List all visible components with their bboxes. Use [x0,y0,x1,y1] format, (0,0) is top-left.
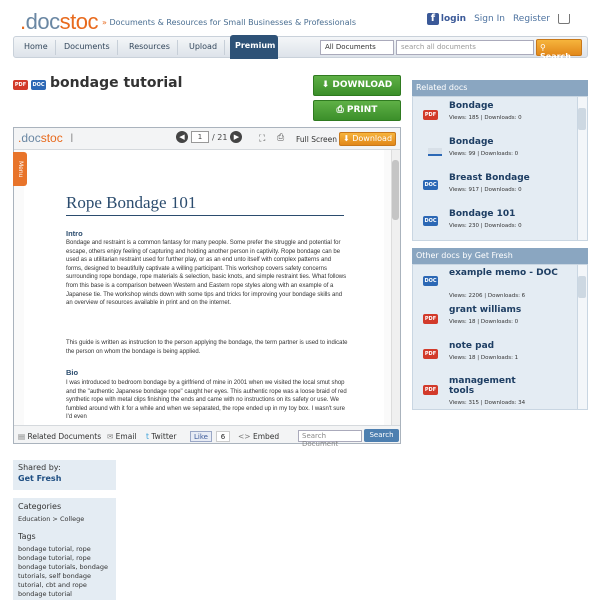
register-link[interactable]: Register [512,14,550,24]
other-doc-3-pdf-icon: PDF [424,351,437,357]
related-doc-1-pdf-icon: PDF [424,112,437,118]
category-select[interactable]: All Documents [320,40,394,55]
document-heading: Rope Bondage 101 [66,193,197,212]
other-doc-3-meta: Views: 18 | Downloads: 1 [449,355,519,361]
logo-doc: doc [25,9,60,34]
related-doc-4-title[interactable]: Bondage 101 [449,209,516,219]
search-input[interactable]: search all documents [396,40,534,55]
logo-stoc: stoc [59,9,98,34]
document-search-input[interactable]: Search Document [298,430,362,442]
twitter-icon: t [146,432,152,441]
related-docs-header: Related docs [412,80,588,96]
other-doc-2-pdf-icon: PDF [424,316,437,322]
page-navigator [176,131,242,143]
page-number-input[interactable]: 1 [191,131,209,143]
nav-upload[interactable]: Upload [182,40,225,55]
shared-by-label: Shared by: [18,463,61,472]
categories-label: Categories [18,502,62,511]
facebook-icon: f [427,13,439,25]
list-icon: ▤ [18,432,28,441]
page-total: / 21 [212,132,228,142]
printer-icon: ⎙ [336,105,347,115]
related-doc-3-meta: Views: 917 | Downloads: 0 [449,187,522,193]
download-label: DOWNLOAD [332,80,393,90]
zoom-icon[interactable]: ⛶ [259,134,266,144]
tagline: » Documents & Resources for Small Businesses & Professionals [102,18,356,27]
viewer-logo [18,131,73,145]
embed-label: Embed [252,432,280,441]
tags-label: Tags [18,532,36,541]
viewer-logo-doc: doc [21,131,41,145]
logo-dot: . [20,9,26,34]
email-link[interactable] [107,432,136,441]
nav-documents[interactable]: Documents [57,40,118,55]
related-documents-link[interactable] [18,432,101,441]
email-icon: ✉ [107,432,116,441]
other-doc-1-title[interactable]: example memo - DOC [449,268,558,278]
other-doc-4-title[interactable]: management tools [449,376,516,396]
search-button[interactable] [536,39,582,61]
bio-paragraph: I was introduced to bedroom bondage by a girlfriend of mine in 2001 when we visited the local smut shop and the "authentic Japanese bondage rope" caught her eyes. This authentic rope was a loose braid of red synthetic rope with metal clips finishing the ends and came with no instructions on its safety or use. We fumbled around with it for a while and when we separated, the rope ended up in my toy box. I wasn't sure I'd even [66,380,347,421]
other-doc-1-meta: Views: 2206 | Downloads: 6 [449,293,526,299]
signin-link[interactable]: Sign In [474,14,505,24]
viewer-logo-stoc: stoc [40,131,63,145]
search-icon: ⚲ [540,43,546,52]
cart-icon[interactable] [558,14,570,24]
shared-by-user-link[interactable]: Get Fresh [18,474,62,483]
login-link[interactable]: login [440,14,467,24]
guide-paragraph: This guide is written as instruction to the person applying the bondage, the term partner is used to indicate the person on whom the bondage is being applied. [66,340,348,355]
twitter-label: Twitter [151,432,177,441]
tags-list[interactable]: bondage tutorial, rope bondage tutorial, rope bondage tutorials, bondage tutorials, self bondage tutorial, cbt and rope bondage tutorial [18,545,108,598]
other-docs-header: Other docs by Get Fresh [412,248,588,264]
top-nav [427,13,570,25]
email-label: Email [115,432,137,441]
pdf-icon: PDF [14,82,27,88]
document-search-button[interactable]: Search [364,429,399,442]
related-doc-4-doc-icon: DOC [424,218,437,224]
related-label: Related Documents [27,432,102,441]
like-count: 6 [216,431,230,442]
related-docs-scroll-thumb[interactable] [578,108,586,130]
docstoc-logo[interactable] [20,9,98,35]
search-button-label: Search [540,52,571,61]
viewer-download-button[interactable] [339,132,396,146]
viewer-download-label: Download [352,134,393,143]
section-intro-heading: Intro [66,229,83,238]
section-bio-heading: Bio [66,368,79,377]
download-button[interactable] [313,75,401,96]
print-button[interactable] [313,100,401,121]
doc-icon: DOC [32,82,45,88]
text-cursor-icon[interactable]: I [70,131,74,145]
related-doc-1-meta: Views: 185 | Downloads: 0 [449,115,522,121]
other-doc-4-pdf-icon: PDF [424,387,437,393]
facebook-like-button[interactable] [190,431,212,442]
other-doc-4-meta: Views: 315 | Downloads: 34 [449,400,526,406]
category-link[interactable]: Education > College [18,515,85,523]
print-icon[interactable]: ⎙ [277,133,285,143]
other-doc-2-meta: Views: 18 | Downloads: 0 [449,319,519,325]
other-doc-3-title[interactable]: note pad [449,341,495,351]
related-doc-2-meta: Views: 99 | Downloads: 0 [449,151,519,157]
intro-paragraph: Bondage and restraint is a common fantasy for many people. Some prefer the struggle and potential for escape, others enjoy feeling of capturing and holding another person in captivity. Rope bondage can be used as a utilitarian restraint used for further play, or as an end unto itself with complex patterns and forms, designed to beautifully captivate a willing participant. This workshop covers safety concerns surrounding rope bondage, rope materials & selection, basic knots, and simple restraint ties. What follows from this base is a comparison between Western and Eastern rope styles along with an example of a Japanese tie. The workshop winds down with some tips and tricks for improving your bondage skills and an overview of resources available in print and on the internet. [66,240,347,307]
twitter-link[interactable] [146,432,176,441]
other-doc-1-doc-icon: DOC [424,278,437,284]
related-doc-1-title[interactable]: Bondage [449,101,494,111]
page-title: bondage tutorial [50,75,183,91]
related-doc-3-title[interactable]: Breast Bondage [449,173,530,183]
like-label: Like [194,433,208,441]
facebook-login[interactable] [427,13,466,25]
embed-link[interactable] [238,432,279,441]
download-icon: ⬇ [343,134,353,143]
prev-page-icon[interactable]: ◀ [176,131,188,143]
other-doc-2-title[interactable]: grant williams [449,305,522,315]
related-doc-2-title[interactable]: Bondage [449,137,494,147]
print-label: PRINT [346,105,378,115]
related-doc-4-meta: Views: 230 | Downloads: 0 [449,223,522,229]
download-arrow-icon: ⬇ [321,80,333,90]
nav-resources[interactable]: Resources [122,40,178,55]
related-doc-3-doc-icon: DOC [424,182,437,188]
fullscreen-button[interactable]: Full Screen [296,135,337,144]
other-docs-scroll-thumb[interactable] [578,276,586,298]
viewer-logo-dot: . [18,131,22,145]
viewer-scroll-thumb[interactable] [392,160,399,220]
embed-icon: <> [238,432,253,441]
heading-rule [66,215,344,216]
nav-home[interactable]: Home [17,40,56,55]
related-doc-2-doc-icon [428,148,442,156]
nav-premium[interactable]: Premium [230,35,278,59]
menu-tab[interactable]: Menu [13,152,27,186]
next-page-icon[interactable]: ▶ [230,131,242,143]
